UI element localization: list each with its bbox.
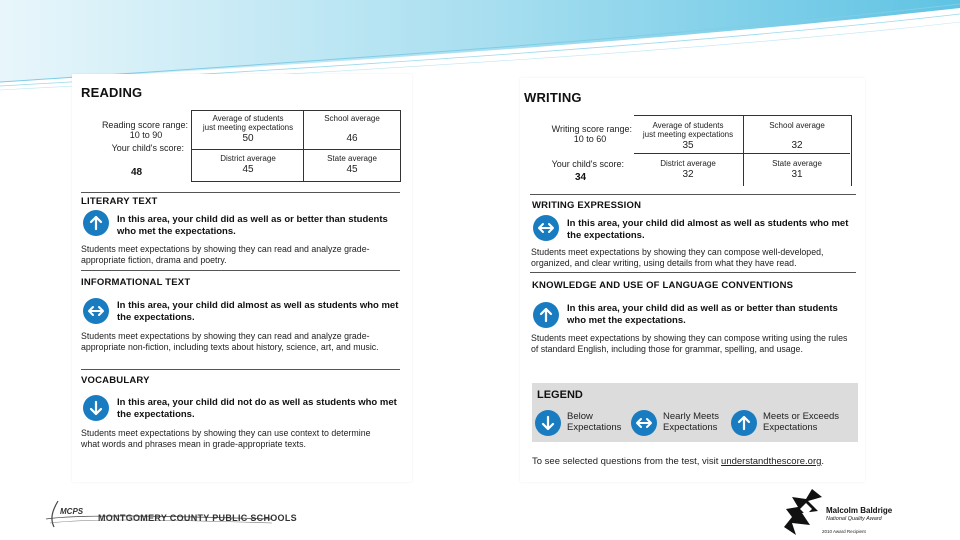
writing-district-avg-cell: District average 32: [660, 159, 716, 180]
writing-title: WRITING: [524, 90, 582, 105]
divider: [530, 272, 856, 273]
writing-expression-verdict: In this area, your child did almost as well as students who met the expectations.: [567, 218, 849, 241]
literary-text-title: LITERARY TEXT: [81, 196, 158, 207]
writing-school-avg-cell: School average 32: [769, 121, 825, 151]
down-arrow-icon: [535, 410, 561, 436]
vocabulary-verdict: In this area, your child did not do as well as students who met the expectations.: [117, 397, 397, 420]
divider: [530, 194, 856, 195]
left-right-arrow-icon: [631, 410, 657, 436]
vocabulary-desc: Students meet expectations by showing they can use context to determine what words and phrases mean in grade-appropriate texts.: [81, 428, 371, 449]
divider: [81, 369, 400, 370]
reading-avg-meeting-cell: Average of students just meeting expectations 50: [202, 114, 294, 144]
award-subtitle: National Quality Award: [826, 516, 882, 522]
understandthescore-link[interactable]: understandthescore.org: [721, 456, 822, 467]
reading-score-table: [191, 110, 401, 182]
left-right-arrow-icon: [533, 215, 559, 241]
award-title: Malcolm Baldrige: [826, 506, 893, 515]
up-arrow-icon: [83, 210, 109, 236]
informational-text-desc: Students meet expectations by showing they can read and analyze grade-appropriate non-fiction, including texts about history, science, art, and music.: [81, 331, 379, 352]
language-conventions-desc: Students meet expectations by showing they can compose writing using the rules of standard English, including those for grammar, spelling, and usage.: [531, 333, 848, 354]
reading-school-avg-cell: School average 46: [324, 114, 380, 144]
mcps-abbr: MCPS: [60, 507, 84, 516]
reading-title: READING: [81, 85, 143, 100]
informational-text-verdict: In this area, your child did almost as well as students who met the expectations.: [117, 300, 399, 323]
reading-state-avg-cell: State average 45: [327, 154, 377, 175]
writing-child-score: 34: [575, 172, 587, 183]
divider: [81, 270, 400, 271]
writing-avg-meeting-cell: Average of students just meeting expectations 35: [642, 121, 734, 151]
reading-district-avg-cell: District average 45: [220, 154, 276, 175]
legend-title: LEGEND: [537, 389, 583, 401]
legend-below-label: Below Expectations: [567, 411, 622, 433]
footer-note: To see selected questions from the test, visit understandthescore.org.: [532, 456, 825, 467]
mcps-name: MONTGOMERY COUNTY PUBLIC SCHOOLS: [98, 513, 297, 523]
writing-child-label: Your child's score:: [551, 159, 624, 169]
vocabulary-title: VOCABULARY: [81, 375, 150, 386]
award-recipient-text: 2010 Award Recipient: [822, 529, 866, 534]
writing-range-label: Writing score range: 10 to 60: [551, 124, 632, 144]
divider: [81, 192, 400, 193]
language-conventions-verdict: In this area, your child did as well as or better than students who met the expectations.: [567, 303, 838, 326]
up-arrow-icon: [533, 302, 559, 328]
writing-score-table: [634, 115, 852, 186]
literary-text-verdict: In this area, your child did as well as or better than students who met the expectations.: [117, 214, 388, 237]
literary-text-desc: Students meet expectations by showing they can read and analyze grade-appropriate fiction, drama and poetry.: [81, 244, 370, 265]
legend-meets-label: Meets or Exceeds Expectations: [763, 411, 840, 433]
writing-expression-desc: Students meet expectations by showing they can compose well-developed, organized, and clear writing, using details from what they have read.: [531, 247, 824, 268]
left-right-arrow-icon: [83, 298, 109, 324]
reading-child-label: Your child's score:: [111, 143, 184, 153]
legend-nearly-label: Nearly Meets Expectations: [663, 411, 719, 433]
down-arrow-icon: [83, 395, 109, 421]
reading-range-label: Reading score range: 10 to 90: [101, 120, 188, 140]
informational-text-title: INFORMATIONAL TEXT: [81, 277, 191, 288]
up-arrow-icon: [731, 410, 757, 436]
language-conventions-title: KNOWLEDGE AND USE OF LANGUAGE CONVENTIONS: [532, 280, 794, 291]
reading-child-score: 48: [131, 167, 143, 178]
writing-state-avg-cell: State average 31: [772, 159, 822, 180]
writing-expression-title: WRITING EXPRESSION: [532, 200, 642, 211]
